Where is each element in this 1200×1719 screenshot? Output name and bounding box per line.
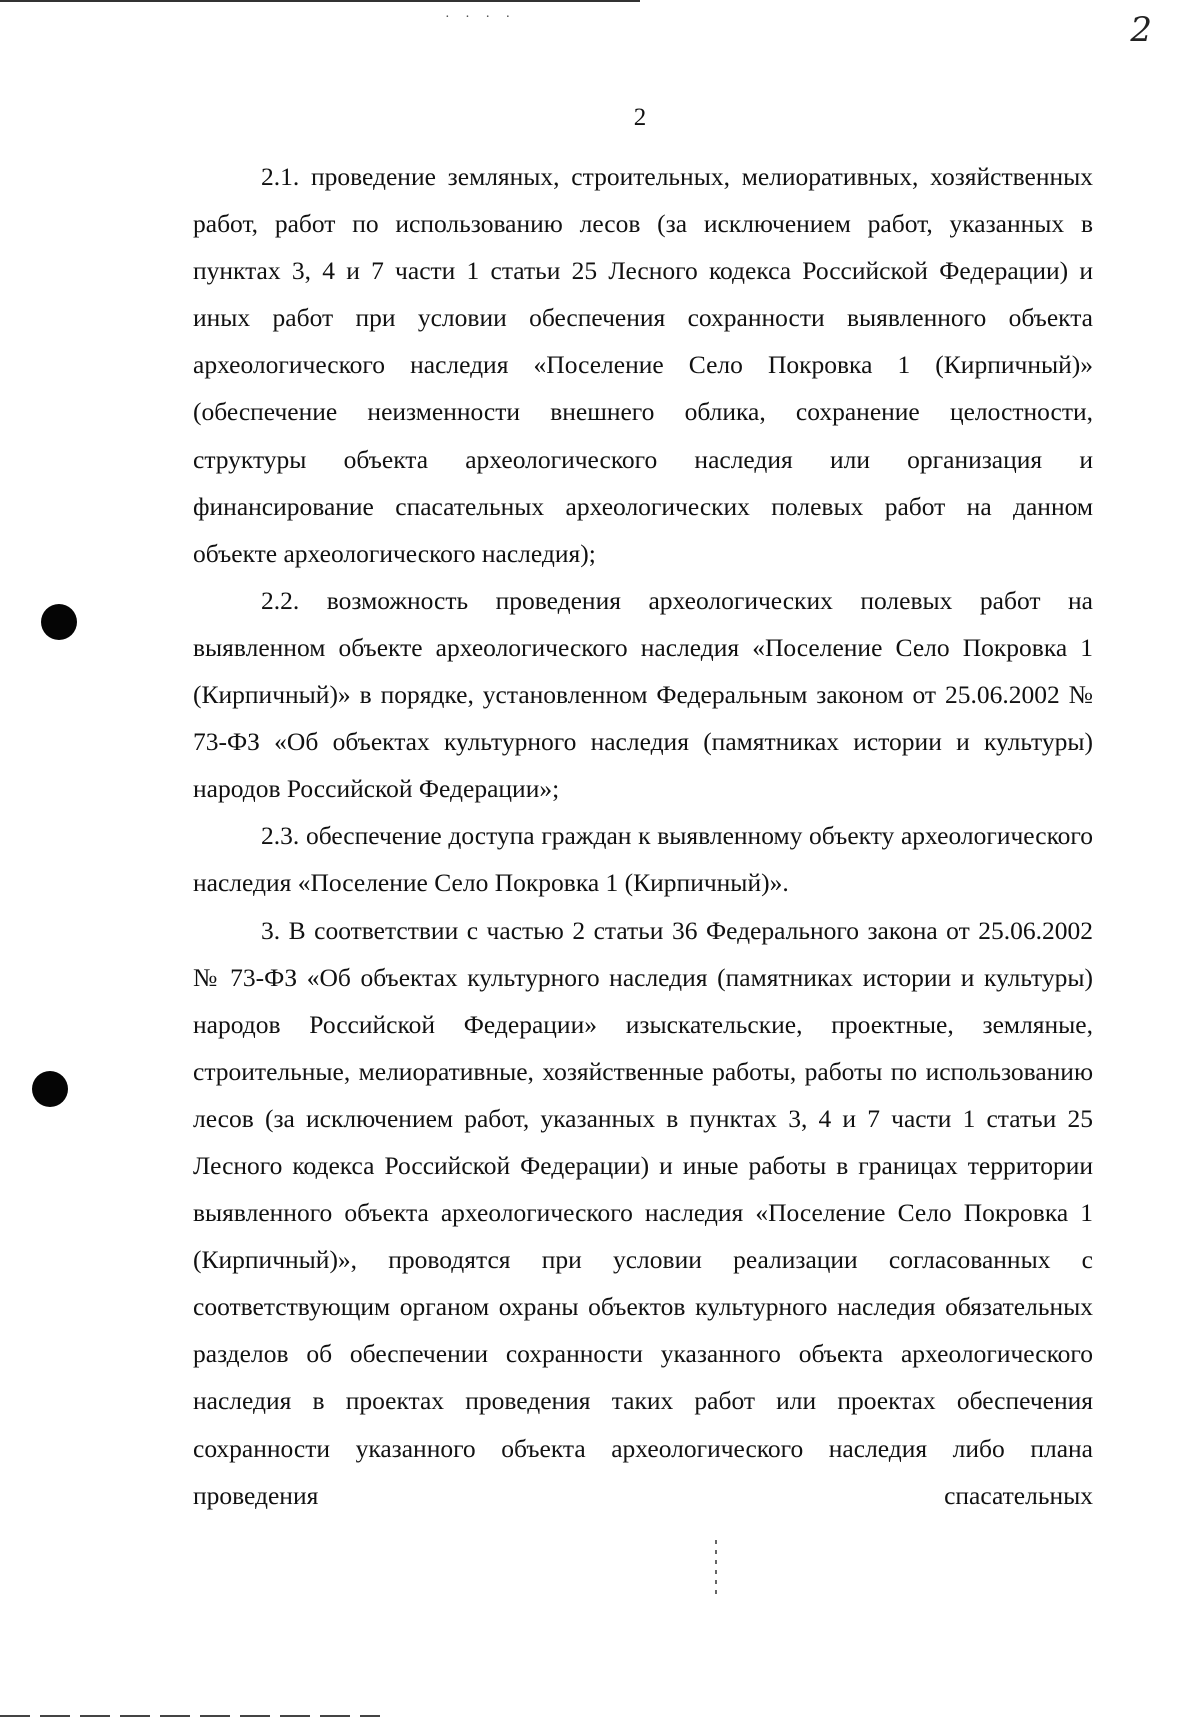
- paragraph-2-1: 2.1. проведение земляных, строительных, мелиоративных, хозяйственных работ, работ по использованию лесов (за исключением работ, указанных в пунктах 3, 4 и 7 части 1 статьи 25 Лесного кодекса Российской Федерации) и иных работ при условии обеспечения сохранности выявленного объекта археологического наследия «Поселение Село Покровка 1 (Кирпичный)» (обеспечение неизменности внешнего облика, сохранение целостности, структуры объекта археологического наследия или организация и финансирование спасательных археологических полевых работ на данном объекте археологического наследия);: [193, 162, 1093, 568]
- handwritten-page-mark: 2: [1130, 10, 1152, 50]
- document-body: [193, 153, 1093, 1519]
- scan-edge-bottom: [0, 1715, 380, 1717]
- scan-edge-top: [0, 0, 640, 2]
- scan-artifact-dashes: [715, 1540, 717, 1600]
- page-number: 2: [633, 104, 647, 131]
- paragraph-2-3: 2.3. обеспечение доступа граждан к выявленному объекту археологического наследия «Поселение Село Покровка 1 (Кирпичный)».: [193, 821, 1093, 898]
- punch-hole-upper: [41, 604, 77, 640]
- paragraph-3: 3. В соответствии с частью 2 статьи 36 Федерального закона от 25.06.2002 № 73-ФЗ «Об объектах культурного наследия (памятниках истории и культуры) народов Российской Федерации» изыскательские, проектные, земляные, строительные, мелиоративные, хозяйственные работы, работы по использованию лесов (за исключением работ, указанных в пунктах 3, 4 и 7 части 1 статьи 25 Лесного кодекса Российской Федерации) и иные работы в границах территории выявленного объекта археологического наследия «Поселение Село Покровка 1 (Кирпичный)», проводятся при условии реализации согласованных с соответствующим органом охраны объектов культурного наследия обязательных разделов об обеспечении сохранности указанного объекта археологического наследия в проектах проведения таких работ или проектах обеспечения сохранности указанного объекта археологического наследия либо плана проведения спасательных: [193, 915, 1093, 1510]
- punch-hole-lower: [32, 1071, 68, 1107]
- scan-noise-dots: · · · ·: [445, 10, 517, 25]
- paragraph-2-2: 2.2. возможность проведения археологических полевых работ на выявленном объекте археологического наследия «Поселение Село Покровка 1 (Кирпичный)» в порядке, установленном Федеральным законом от 25.06.2002 № 73-ФЗ «Об объектах культурного наследия (памятниках истории и культуры) народов Российской Федерации»;: [193, 585, 1093, 804]
